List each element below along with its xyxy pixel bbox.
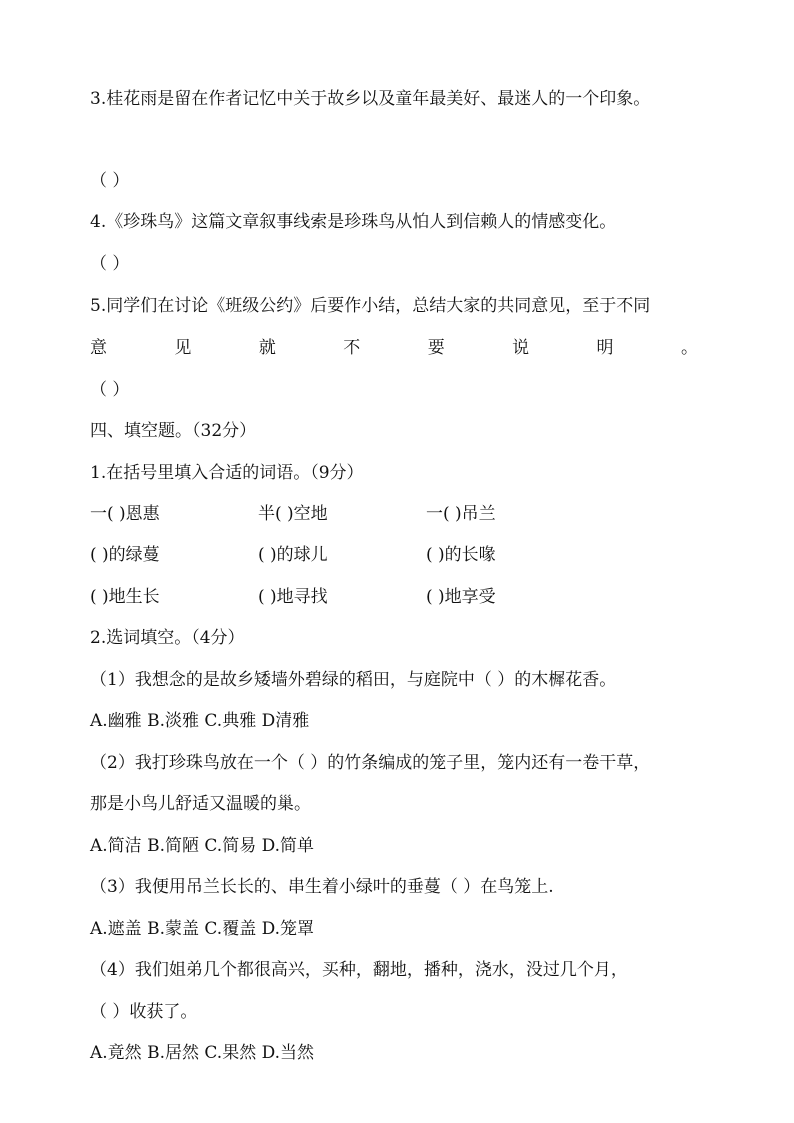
fill-blank-item[interactable]: ( )的长喙 bbox=[426, 545, 496, 565]
question-4-answer-blank[interactable]: （ ） bbox=[90, 254, 130, 274]
q2-item-4-stem-line2: （ ）收获了。 bbox=[90, 1002, 198, 1022]
fill-blank-item[interactable]: ( )地享受 bbox=[426, 587, 496, 607]
q5-char: 说 bbox=[512, 338, 530, 358]
fill-blank-item[interactable]: ( )的绿蔓 bbox=[90, 545, 160, 565]
question-5-text-line1: 5.同学们在讨论《班级公约》后要作小结，总结大家的共同意见，至于不同 bbox=[90, 296, 651, 316]
q5-char: 明 bbox=[596, 338, 614, 358]
question-4-text: 4.《珍珠鸟》这篇文章叙事线索是珍珠鸟从怕人到信赖人的情感变化。 bbox=[90, 212, 617, 232]
q2-item-2-options: A.简洁 B.简陋 C.简易 D.简单 bbox=[90, 836, 315, 856]
fill-blank-item[interactable]: 一( )吊兰 bbox=[426, 504, 496, 524]
q2-item-3-options: A.遮盖 B.蒙盖 C.覆盖 D.笼罩 bbox=[90, 919, 315, 939]
q5-char: 。 bbox=[680, 338, 698, 358]
question-3-answer-blank[interactable]: （ ） bbox=[90, 171, 130, 191]
fill-blank-item[interactable]: ( )地寻找 bbox=[258, 587, 328, 607]
q2-item-2-stem-line2: 那是小鸟儿舒适又温暖的巢。 bbox=[90, 794, 311, 814]
q2-item-1-stem: （1）我想念的是故乡矮墙外碧绿的稻田，与庭院中（ ）的木樨花香。 bbox=[90, 670, 617, 690]
fill-blank-item[interactable]: ( )地生长 bbox=[90, 587, 160, 607]
fill-blank-item[interactable]: 一( )恩惠 bbox=[90, 504, 160, 524]
q2-item-2-stem-line1: （2）我打珍珠鸟放在一个（ ）的竹条编成的笼子里，笼内还有一卷干草， bbox=[90, 753, 651, 773]
question-5-text-line2 bbox=[90, 337, 698, 359]
fill-blank-item[interactable]: ( )的球儿 bbox=[258, 545, 328, 565]
q5-char: 就 bbox=[258, 338, 276, 358]
q2-item-4-options: A.竟然 B.居然 C.果然 D.当然 bbox=[90, 1043, 315, 1063]
section-4-title: 四、填空题。（32分） bbox=[90, 421, 257, 441]
q5-char: 意 bbox=[90, 338, 107, 358]
question-3-text: 3.桂花雨是留在作者记忆中关于故乡以及童年最美好、最迷人的一个印象。 bbox=[90, 89, 651, 109]
q5-char: 见 bbox=[174, 338, 192, 358]
fill-q1-title: 1.在括号里填入合适的词语。（9分） bbox=[90, 463, 364, 483]
fill-q2-title: 2.选词填空。（4分） bbox=[90, 628, 245, 648]
fill-blank-item[interactable]: 半( )空地 bbox=[258, 504, 328, 524]
question-5-answer-blank[interactable]: （ ） bbox=[90, 380, 130, 400]
q2-item-4-stem-line1: （4）我们姐弟几个都很高兴，买种，翻地，播种，浇水，没过几个月， bbox=[90, 960, 628, 980]
q5-char: 要 bbox=[427, 338, 445, 358]
q5-char: 不 bbox=[343, 338, 361, 358]
q2-item-1-options: A.幽雅 B.淡雅 C.典雅 D清雅 bbox=[90, 711, 310, 731]
q2-item-3-stem: （3）我便用吊兰长长的、串生着小绿叶的垂蔓（ ）在鸟笼上. bbox=[90, 877, 554, 897]
